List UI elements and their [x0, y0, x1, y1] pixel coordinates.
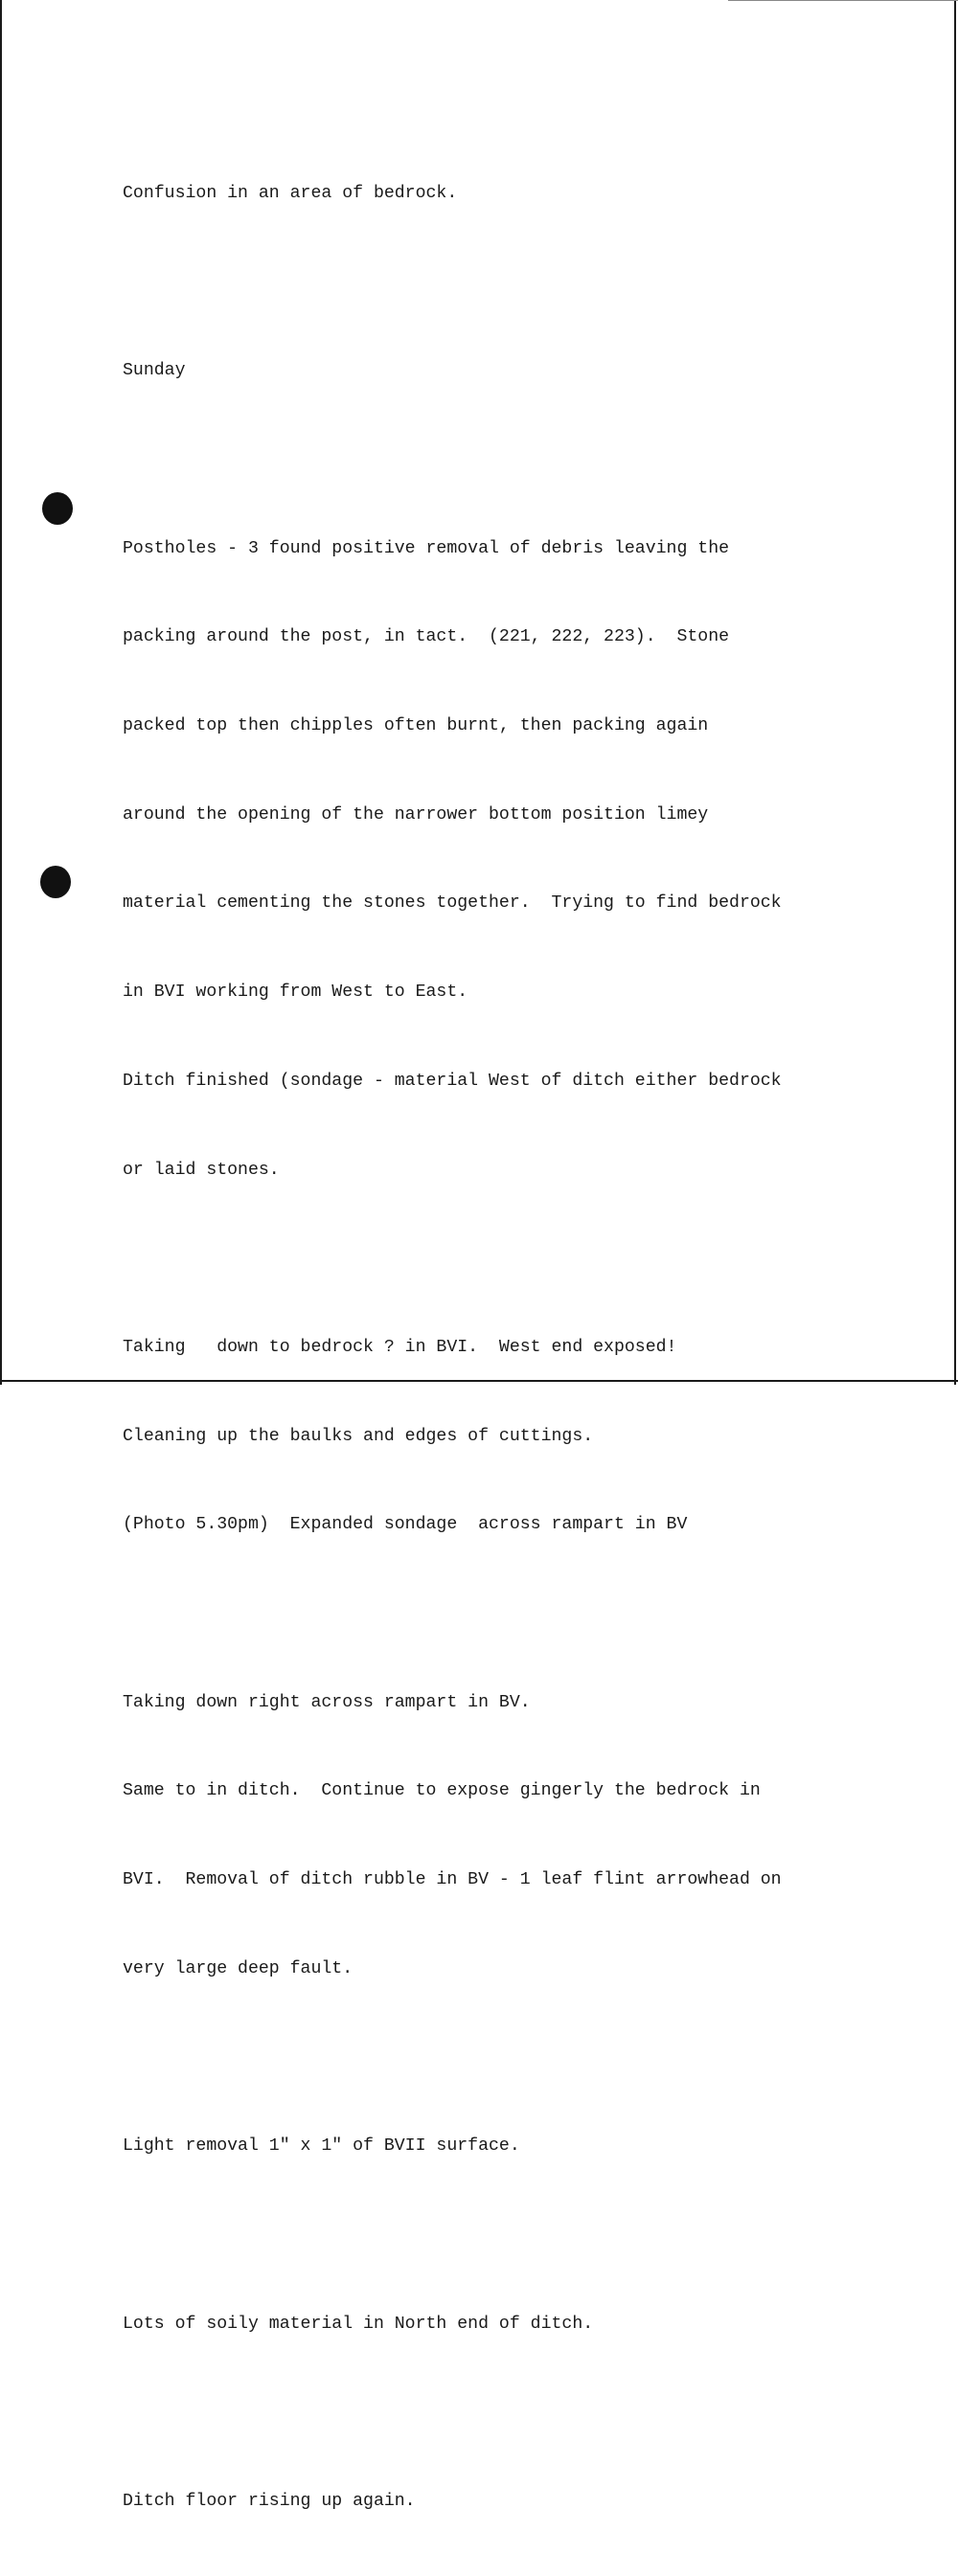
blank-line	[123, 1599, 908, 1629]
text-line: Confusion in an area of bedrock.	[123, 183, 458, 203]
punch-hole	[40, 866, 71, 898]
blank-line	[123, 268, 908, 298]
blank-line	[123, 2398, 908, 2428]
text-line: Ditch finished (sondage - material West of ditch either bedrock	[123, 1071, 782, 1091]
blank-line	[123, 1244, 908, 1274]
text-line: in BVI working from West to East.	[123, 983, 468, 1003]
punch-hole	[42, 492, 73, 525]
text-line: around the opening of the narrower bottom position limey	[123, 804, 709, 825]
page-left-edge	[0, 0, 2, 1385]
typed-notes	[123, 120, 908, 2576]
text-line: Same to in ditch. Continue to expose gingerly the bedrock in	[123, 1781, 761, 1801]
blank-line	[123, 2044, 908, 2073]
text-line: Light removal 1" x 1" of BVII surface.	[123, 2136, 520, 2157]
text-line: Lots of soily material in North end of ditch.	[123, 2314, 594, 2334]
text-line: very large deep fault.	[123, 1958, 354, 1978]
text-line: Ditch floor rising up again.	[123, 2492, 416, 2512]
blank-line	[123, 445, 908, 475]
text-line: Taking down right across rampart in BV.	[123, 1692, 531, 1712]
text-line: Postholes - 3 found positive removal of debris leaving the	[123, 538, 730, 558]
text-line: packed top then chipples often burnt, then packing again	[123, 716, 709, 736]
text-line: packing around the post, in tact. (221, 222, 223). Stone	[123, 627, 730, 647]
text-line: (Photo 5.30pm) Expanded sondage across rampart in BV	[123, 1515, 688, 1535]
text-line: Taking down to bedrock ? in BVI. West end exposed!	[123, 1337, 677, 1357]
blank-line	[123, 2221, 908, 2250]
text-line: material cementing the stones together. Trying to find bedrock	[123, 893, 782, 914]
text-line: Cleaning up the baulks and edges of cuttings.	[123, 1426, 594, 1446]
day-heading: Sunday	[123, 361, 186, 381]
text-line: or laid stones.	[123, 1160, 280, 1180]
page-right-edge	[954, 0, 956, 1385]
page-top-edge	[728, 0, 958, 1]
text-line: BVI. Removal of ditch rubble in BV - 1 leaf flint arrowhead on	[123, 1870, 782, 1890]
